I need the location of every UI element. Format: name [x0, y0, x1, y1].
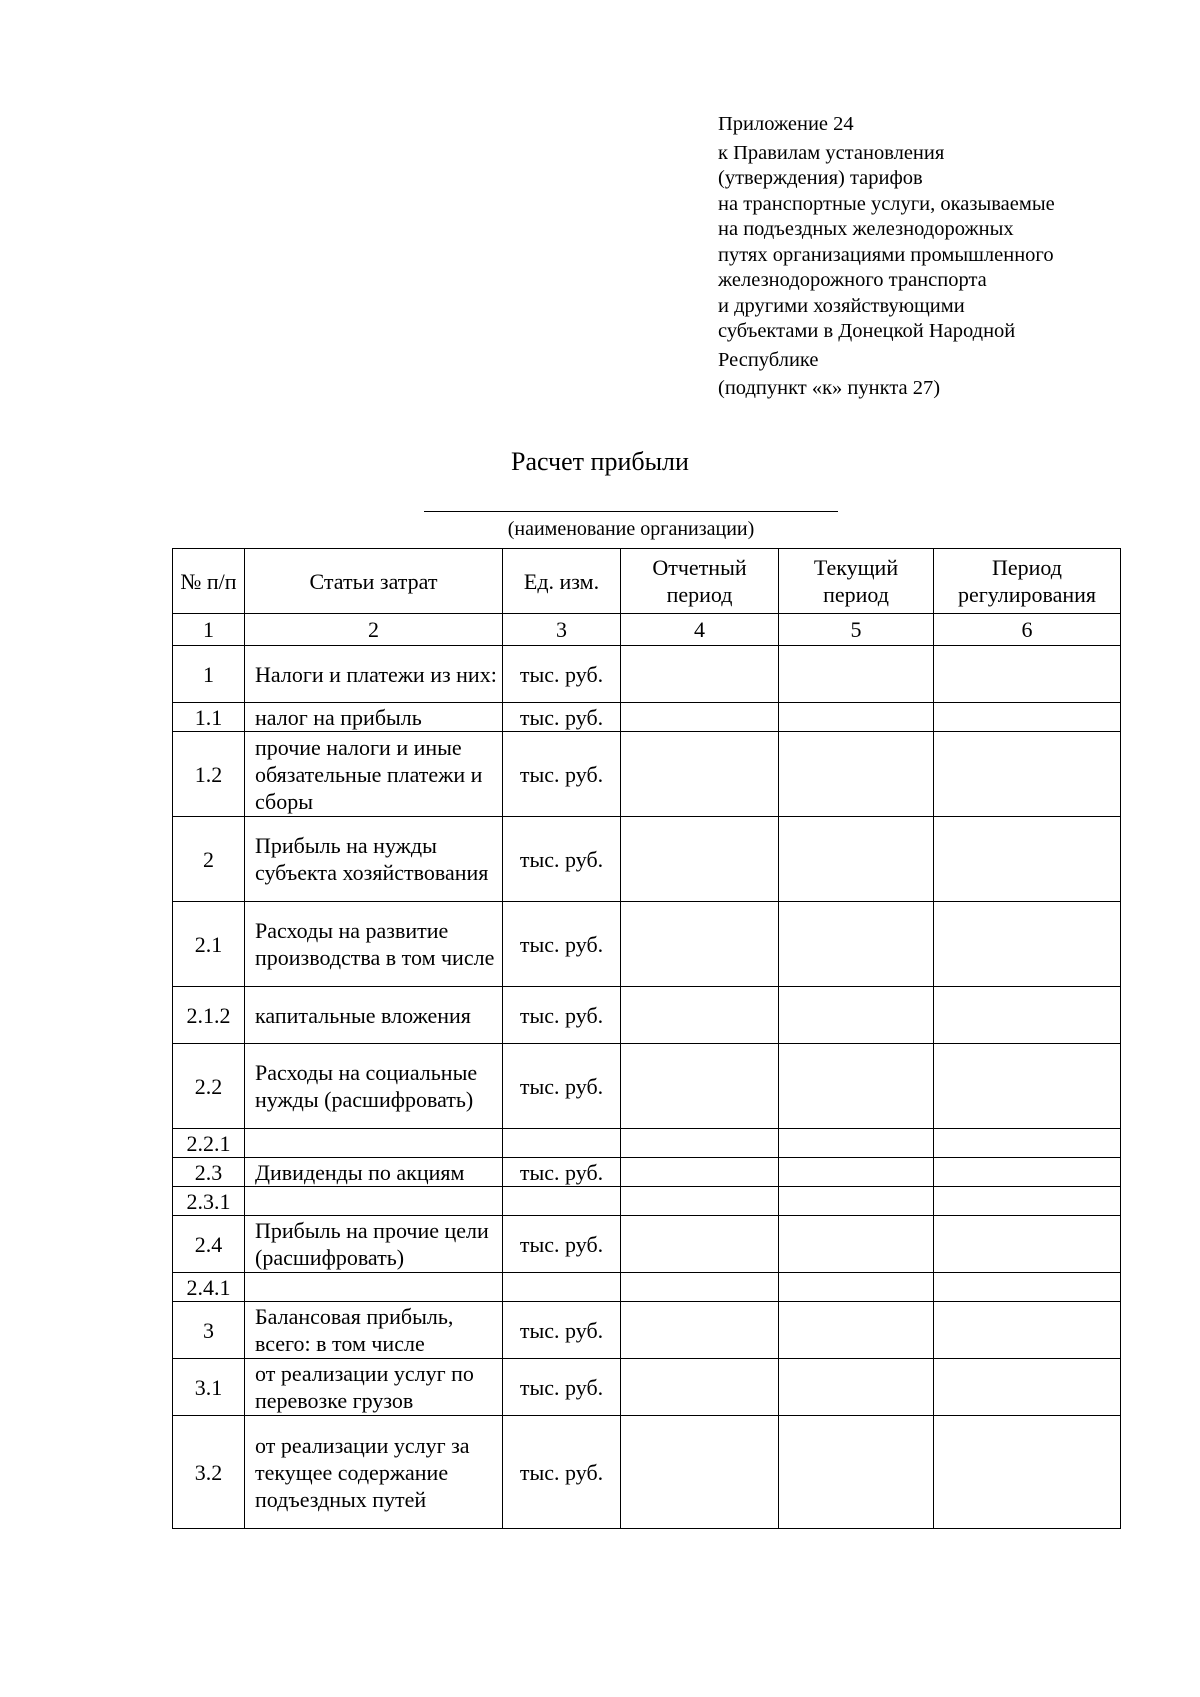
value-cell[interactable] — [934, 703, 1121, 732]
table-row — [173, 1302, 1121, 1359]
table-row — [173, 1187, 1121, 1216]
value-cell[interactable] — [779, 1416, 934, 1529]
header-unit: Ед. изм. — [503, 549, 621, 614]
value-cell[interactable] — [934, 1359, 1121, 1416]
row-item: Расходы на развитие производства в том числе — [245, 902, 503, 987]
column-number: 6 — [934, 614, 1121, 646]
value-cell[interactable] — [621, 1044, 779, 1129]
value-cell[interactable] — [779, 732, 934, 817]
value-cell[interactable] — [934, 1273, 1121, 1302]
header-number: № п/п — [173, 549, 245, 614]
value-cell[interactable] — [779, 1216, 934, 1273]
value-cell[interactable] — [934, 902, 1121, 987]
row-item: налог на прибыль — [245, 703, 503, 732]
value-cell[interactable] — [779, 1158, 934, 1187]
document-title: Расчет прибыли — [511, 447, 689, 476]
value-cell[interactable] — [934, 732, 1121, 817]
row-unit: тыс. руб. — [503, 817, 621, 902]
row-unit[interactable] — [503, 1187, 621, 1216]
row-number: 3 — [173, 1302, 245, 1359]
table-row — [173, 902, 1121, 987]
row-number: 3.2 — [173, 1416, 245, 1529]
header-reporting-period: Отчетный период — [621, 549, 779, 614]
row-unit: тыс. руб. — [503, 987, 621, 1044]
value-cell[interactable] — [779, 1359, 934, 1416]
value-cell[interactable] — [621, 1187, 779, 1216]
value-cell[interactable] — [934, 646, 1121, 703]
table-row — [173, 1273, 1121, 1302]
row-number: 1 — [173, 646, 245, 703]
row-number: 1.1 — [173, 703, 245, 732]
value-cell[interactable] — [621, 1302, 779, 1359]
row-item: Балансовая прибыль, всего: в том числе — [245, 1302, 503, 1359]
value-cell[interactable] — [621, 1273, 779, 1302]
table-row — [173, 1044, 1121, 1129]
row-number: 2.1.2 — [173, 987, 245, 1044]
row-item[interactable] — [245, 1273, 503, 1302]
row-unit: тыс. руб. — [503, 646, 621, 703]
row-unit[interactable] — [503, 1273, 621, 1302]
header-item: Статьи затрат — [245, 549, 503, 614]
row-item: Расходы на социальные нужды (расшифровать) — [245, 1044, 503, 1129]
value-cell[interactable] — [779, 1273, 934, 1302]
value-cell[interactable] — [779, 1187, 934, 1216]
row-number: 2.3 — [173, 1158, 245, 1187]
value-cell[interactable] — [934, 1129, 1121, 1158]
value-cell[interactable] — [934, 1216, 1121, 1273]
table-row — [173, 817, 1121, 902]
row-number: 1.2 — [173, 732, 245, 817]
appendix-line: путях организациями промышленного — [718, 243, 1054, 266]
value-cell[interactable] — [621, 902, 779, 987]
row-unit: тыс. руб. — [503, 703, 621, 732]
table-row — [173, 703, 1121, 732]
value-cell[interactable] — [934, 1187, 1121, 1216]
value-cell[interactable] — [779, 1302, 934, 1359]
row-unit: тыс. руб. — [503, 732, 621, 817]
row-unit[interactable] — [503, 1129, 621, 1158]
value-cell[interactable] — [934, 817, 1121, 902]
value-cell[interactable] — [621, 987, 779, 1044]
table-row — [173, 1158, 1121, 1187]
value-cell[interactable] — [621, 817, 779, 902]
appendix-line: Республике — [718, 348, 819, 371]
row-number: 2.4 — [173, 1216, 245, 1273]
value-cell[interactable] — [779, 1044, 934, 1129]
profit-table — [172, 548, 1121, 1529]
value-cell[interactable] — [934, 1044, 1121, 1129]
table-row — [173, 646, 1121, 703]
row-item: Дивиденды по акциям — [245, 1158, 503, 1187]
row-unit: тыс. руб. — [503, 1359, 621, 1416]
row-item: Прибыль на прочие цели (расшифровать) — [245, 1216, 503, 1273]
value-cell[interactable] — [779, 703, 934, 732]
table-row — [173, 987, 1121, 1044]
row-unit: тыс. руб. — [503, 1216, 621, 1273]
value-cell[interactable] — [621, 703, 779, 732]
column-number: 3 — [503, 614, 621, 646]
column-number: 4 — [621, 614, 779, 646]
appendix-line: и другими хозяйствующими — [718, 294, 965, 317]
value-cell[interactable] — [934, 1416, 1121, 1529]
row-unit: тыс. руб. — [503, 1158, 621, 1187]
row-item: Налоги и платежи из них: — [245, 646, 503, 703]
value-cell[interactable] — [934, 987, 1121, 1044]
table-row — [173, 1416, 1121, 1529]
appendix-block — [718, 112, 1158, 402]
table-row — [173, 1359, 1121, 1416]
row-number: 3.1 — [173, 1359, 245, 1416]
row-item[interactable] — [245, 1129, 503, 1158]
row-unit: тыс. руб. — [503, 1302, 621, 1359]
value-cell[interactable] — [621, 646, 779, 703]
table-row — [173, 732, 1121, 817]
appendix-line: на подъездных железнодорожных — [718, 218, 1014, 240]
header-current-period: Текущий период — [779, 549, 934, 614]
appendix-line: субъектами в Донецкой Народной — [718, 320, 1016, 342]
table-row — [173, 1216, 1121, 1273]
value-cell[interactable] — [779, 646, 934, 703]
table-row — [173, 1129, 1121, 1158]
value-cell[interactable] — [621, 1216, 779, 1273]
appendix-line: (утверждения) тарифов — [718, 167, 923, 189]
value-cell[interactable] — [621, 1359, 779, 1416]
row-item: прочие налоги и иные обязательные платежи и сборы — [245, 732, 503, 817]
row-number: 2.2.1 — [173, 1129, 245, 1158]
row-number: 2.4.1 — [173, 1273, 245, 1302]
row-item[interactable] — [245, 1187, 503, 1216]
value-cell[interactable] — [621, 1416, 779, 1529]
value-cell[interactable] — [621, 1129, 779, 1158]
organization-name-field[interactable] — [424, 511, 838, 512]
row-unit: тыс. руб. — [503, 1416, 621, 1529]
row-number: 2.2 — [173, 1044, 245, 1129]
row-item: капитальные вложения — [245, 987, 503, 1044]
value-cell[interactable] — [621, 1158, 779, 1187]
header-regulation-period: Период регулирования — [934, 549, 1121, 614]
value-cell[interactable] — [934, 1302, 1121, 1359]
column-number: 5 — [779, 614, 934, 646]
appendix-line: к Правилам установления — [718, 141, 945, 164]
appendix-line: Приложение 24 — [718, 113, 854, 135]
value-cell[interactable] — [621, 732, 779, 817]
row-number: 2.3.1 — [173, 1187, 245, 1216]
row-number: 2.1 — [173, 902, 245, 987]
column-number: 2 — [245, 614, 503, 646]
row-item: от реализации услуг по перевозке грузов — [245, 1359, 503, 1416]
row-unit: тыс. руб. — [503, 902, 621, 987]
organization-caption: (наименование организации) — [507, 518, 755, 540]
column-number-row — [173, 614, 1121, 646]
appendix-line: (подпункт «к» пункта 27) — [718, 377, 941, 399]
table-header-row — [173, 549, 1121, 614]
value-cell[interactable] — [779, 902, 934, 987]
row-item: Прибыль на нужды субъекта хозяйствования — [245, 817, 503, 902]
value-cell[interactable] — [779, 817, 934, 902]
value-cell[interactable] — [779, 987, 934, 1044]
value-cell[interactable] — [934, 1158, 1121, 1187]
appendix-line: на транспортные услуги, оказываемые — [718, 192, 1055, 215]
column-number: 1 — [173, 614, 245, 646]
value-cell[interactable] — [779, 1129, 934, 1158]
row-unit: тыс. руб. — [503, 1044, 621, 1129]
row-item: от реализации услуг за текущее содержание подъездных путей — [245, 1416, 503, 1529]
row-number: 2 — [173, 817, 245, 902]
appendix-line: железнодорожного транспорта — [718, 269, 987, 291]
